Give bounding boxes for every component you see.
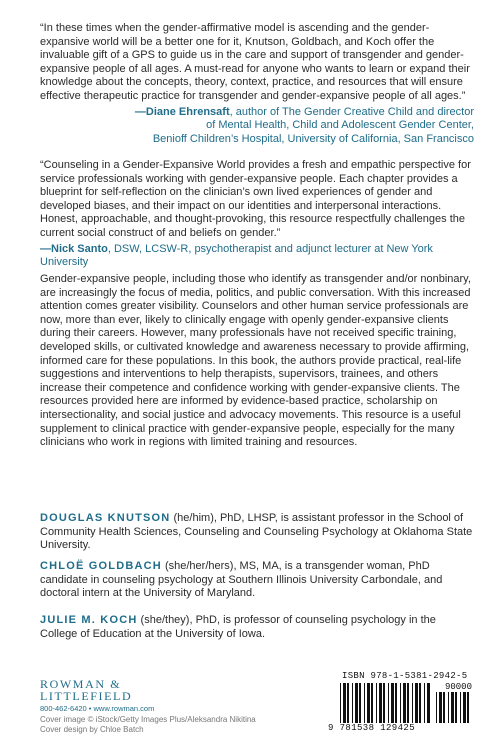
barcode-bar: [407, 683, 409, 723]
design-credit: Cover design by Chloe Batch: [40, 724, 144, 734]
barcode-bar: [455, 692, 457, 723]
publisher-logo: [40, 678, 180, 713]
isbn-barcode: [326, 670, 476, 732]
barcode-bar: [359, 683, 361, 723]
author-name: JULIE M. KOCH: [40, 614, 138, 626]
cover-credits: [40, 715, 256, 734]
barcode-bar: [415, 683, 418, 723]
image-credit: Cover image © iStock/Getty Images Plus/Aleksandra Nikitina: [40, 715, 256, 724]
attribution-line: , author of The Gender Creative Child and director: [229, 105, 474, 118]
endorsement-quote-2: [40, 159, 474, 270]
author-bio-text: (he/him), PhD, LHSP, is assistant professor in the School of Community Health Sciences, Counseling and Counseling Psychology at Oklahoma State University.: [40, 512, 473, 552]
barcode-bar: [436, 692, 437, 723]
barcode-bar: [419, 683, 421, 723]
barcode-bar: [352, 683, 353, 723]
publisher-name-line2: LITTLEFIELD: [40, 689, 133, 703]
attribution-line: of Mental Health, Child and Adolescent Gender Center,: [206, 119, 474, 132]
barcode-bar: [395, 683, 397, 723]
barcode-bar: [383, 683, 385, 723]
quote-attribution: [40, 243, 474, 270]
attribution-author: Nick Santo: [51, 242, 108, 255]
price-code: 90000: [444, 682, 472, 692]
barcode-bar: [448, 692, 449, 723]
barcode-bar: [451, 692, 454, 723]
isbn-label: ISBN 978-1-5381-2942-5: [342, 671, 468, 681]
attribution-dash: —: [40, 242, 51, 255]
quote-text: “Counseling in a Gender-Expansive World provides a fresh and empathic perspective for service professionals working with gender-expansive people. Each chapter provides a blueprint for self-reflection on the clinician’s own lived experiences of gender and developed biases, and their impact on our identities and interpersonal interactions. Honest, approachable, and thought-provoking, this resource respectfully challenges the current social construct of and beliefs on gender.”: [40, 159, 471, 239]
barcode-bar: [403, 683, 406, 723]
author-bio-knutson: [40, 512, 474, 553]
endorsement-quote-1: [40, 22, 474, 146]
attribution-dash: —: [134, 105, 146, 118]
barcode-bar: [391, 683, 394, 723]
barcode-bar: [460, 692, 461, 723]
barcode-bar: [463, 692, 466, 723]
barcode-bar: [467, 692, 469, 723]
quote-text: “In these times when the gender-affirmative model is ascending and the gender-expansive world will be a better one for it, Knutson, Goldbach, and Koch offer the invaluable gift of a GPS to guide us in the care and support of transgender and gender-expansive people of all ages. A must-read for anyone who wants to learn or expand their knowledge about the concepts, theory, context, practice, and resources that will ensure effective therapeutic practice for transgender and gender-expansive people of all ages.”: [40, 22, 470, 102]
description-text: Gender-expansive people, including those who identify as transgender and/or nonbinary, are increasingly the focus of media, politics, and public conversation. With this increased attention comes greater visibility. Counselors and other human service professionals are now, more than ever, likely to clinically engage with openly gender-expansive clients during their careers. However, many professionals have not received specific training, developed skills, or cultivated knowledge and awareness necessary to provide affirming, informed care for these populations. In this book, the authors provide practical, real-life suggestions and interventions to help therapists, supervisors, trainees, and others increase their competence and confidence working with gender-expansive clients. The resources provided here are informed by evidence-based practice, scholarship on intersectionality, and social justice and advocacy movements. This resource is a useful supplement to clinical practice with gender-expansive people, especially for the many clinicians who work in regions with limited training and resources.: [40, 273, 471, 449]
quote-attribution: [40, 106, 474, 147]
barcode-addon-bars: [436, 692, 472, 723]
barcode-bar: [379, 683, 382, 723]
barcode-bar: [347, 683, 349, 723]
author-name: DOUGLAS KNUTSON: [40, 512, 171, 524]
barcode-bar: [340, 683, 341, 723]
author-bio-text: (she/they), PhD, is professor of counseling psychology in the College of Education at the University of Iowa.: [40, 614, 436, 640]
barcode-bar: [427, 683, 430, 723]
barcode-bar: [400, 683, 401, 723]
barcode-bar: [367, 683, 370, 723]
barcode-bar: [412, 683, 413, 723]
author-bio-koch: [40, 614, 474, 641]
barcode-bar: [376, 683, 377, 723]
barcode-bar: [439, 692, 442, 723]
author-bio-goldbach: [40, 560, 474, 601]
attribution-line: Benioff Children’s Hospital, University of California, San Francisco: [152, 132, 474, 145]
barcode-bar: [355, 683, 358, 723]
book-description: [40, 273, 474, 450]
barcode-bar: [424, 683, 425, 723]
barcode-bar: [388, 683, 389, 723]
publisher-contact: 800-462-6420 • www.rowman.com: [40, 704, 155, 713]
attribution-author: Diane Ehrensaft: [145, 105, 230, 118]
attribution-line: , DSW, LCSW-R, psychotherapist and adjunct lecturer at New York University: [40, 242, 433, 269]
barcode-bar: [371, 683, 373, 723]
barcode-bars: [340, 683, 432, 723]
publisher-name-line1: ROWMAN &: [40, 677, 122, 691]
barcode-number: 9 781538 129425: [328, 723, 416, 733]
barcode-bar: [343, 683, 346, 723]
barcode-bar: [443, 692, 445, 723]
author-bio-text: (she/her/hers), MS, MA, is a transgender woman, PhD candidate in counseling psychology at Southern Illinois University Carbondale, and doctoral intern at the University of Maryland.: [40, 560, 443, 600]
barcode-bar: [364, 683, 365, 723]
author-name: CHLOË GOLDBACH: [40, 560, 162, 572]
